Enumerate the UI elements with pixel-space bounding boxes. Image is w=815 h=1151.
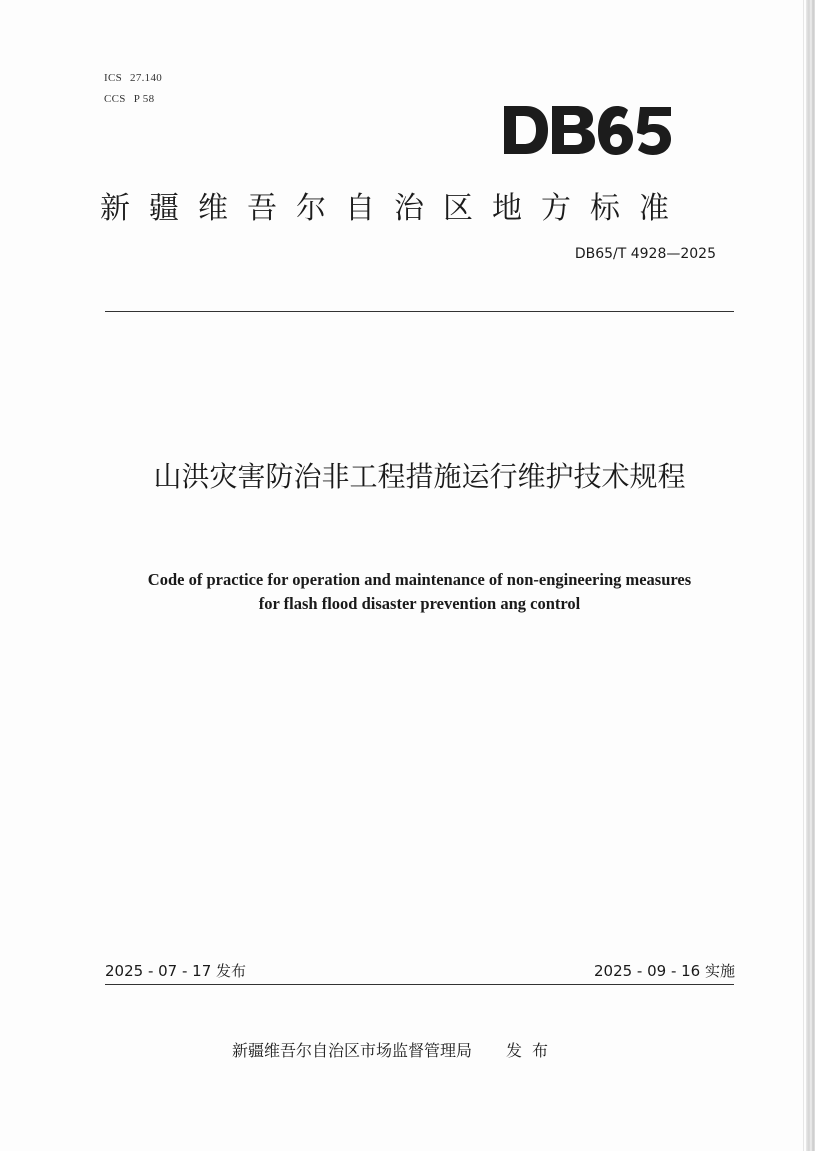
scan-edge-line	[803, 0, 804, 1151]
implementation-date: 2025 - 09 - 16 实施	[593, 962, 735, 980]
ccs-label: CCS	[104, 93, 126, 105]
title-english-line-1: Code of practice for operation and maintenance of non-engineering measures	[147, 570, 692, 589]
ics-value: 27.140	[130, 72, 163, 84]
title-english	[105, 568, 734, 616]
publish-action: 发布	[506, 1041, 559, 1060]
top-divider	[105, 311, 734, 312]
issue-date: 2025 - 07 - 17 发布	[105, 962, 247, 980]
title-chinese: 山洪灾害防治非工程措施运行维护技术规程	[153, 460, 686, 493]
ics-code	[104, 72, 162, 84]
publisher-name: 新疆维吾尔自治区市场监督管理局	[232, 1041, 473, 1060]
bottom-divider	[105, 984, 734, 985]
ccs-code	[104, 93, 154, 105]
standard-type: 新疆维吾尔自治区地方标准	[100, 191, 688, 226]
ics-label: ICS	[104, 72, 123, 84]
title-english-line-2: for flash flood disaster prevention ang control	[258, 594, 581, 613]
publisher-line	[232, 1038, 558, 1061]
scan-edge	[806, 0, 815, 1151]
db65-logo	[500, 100, 676, 160]
ccs-value: P 58	[133, 93, 155, 105]
standard-number: DB65/T 4928—2025	[574, 246, 716, 262]
